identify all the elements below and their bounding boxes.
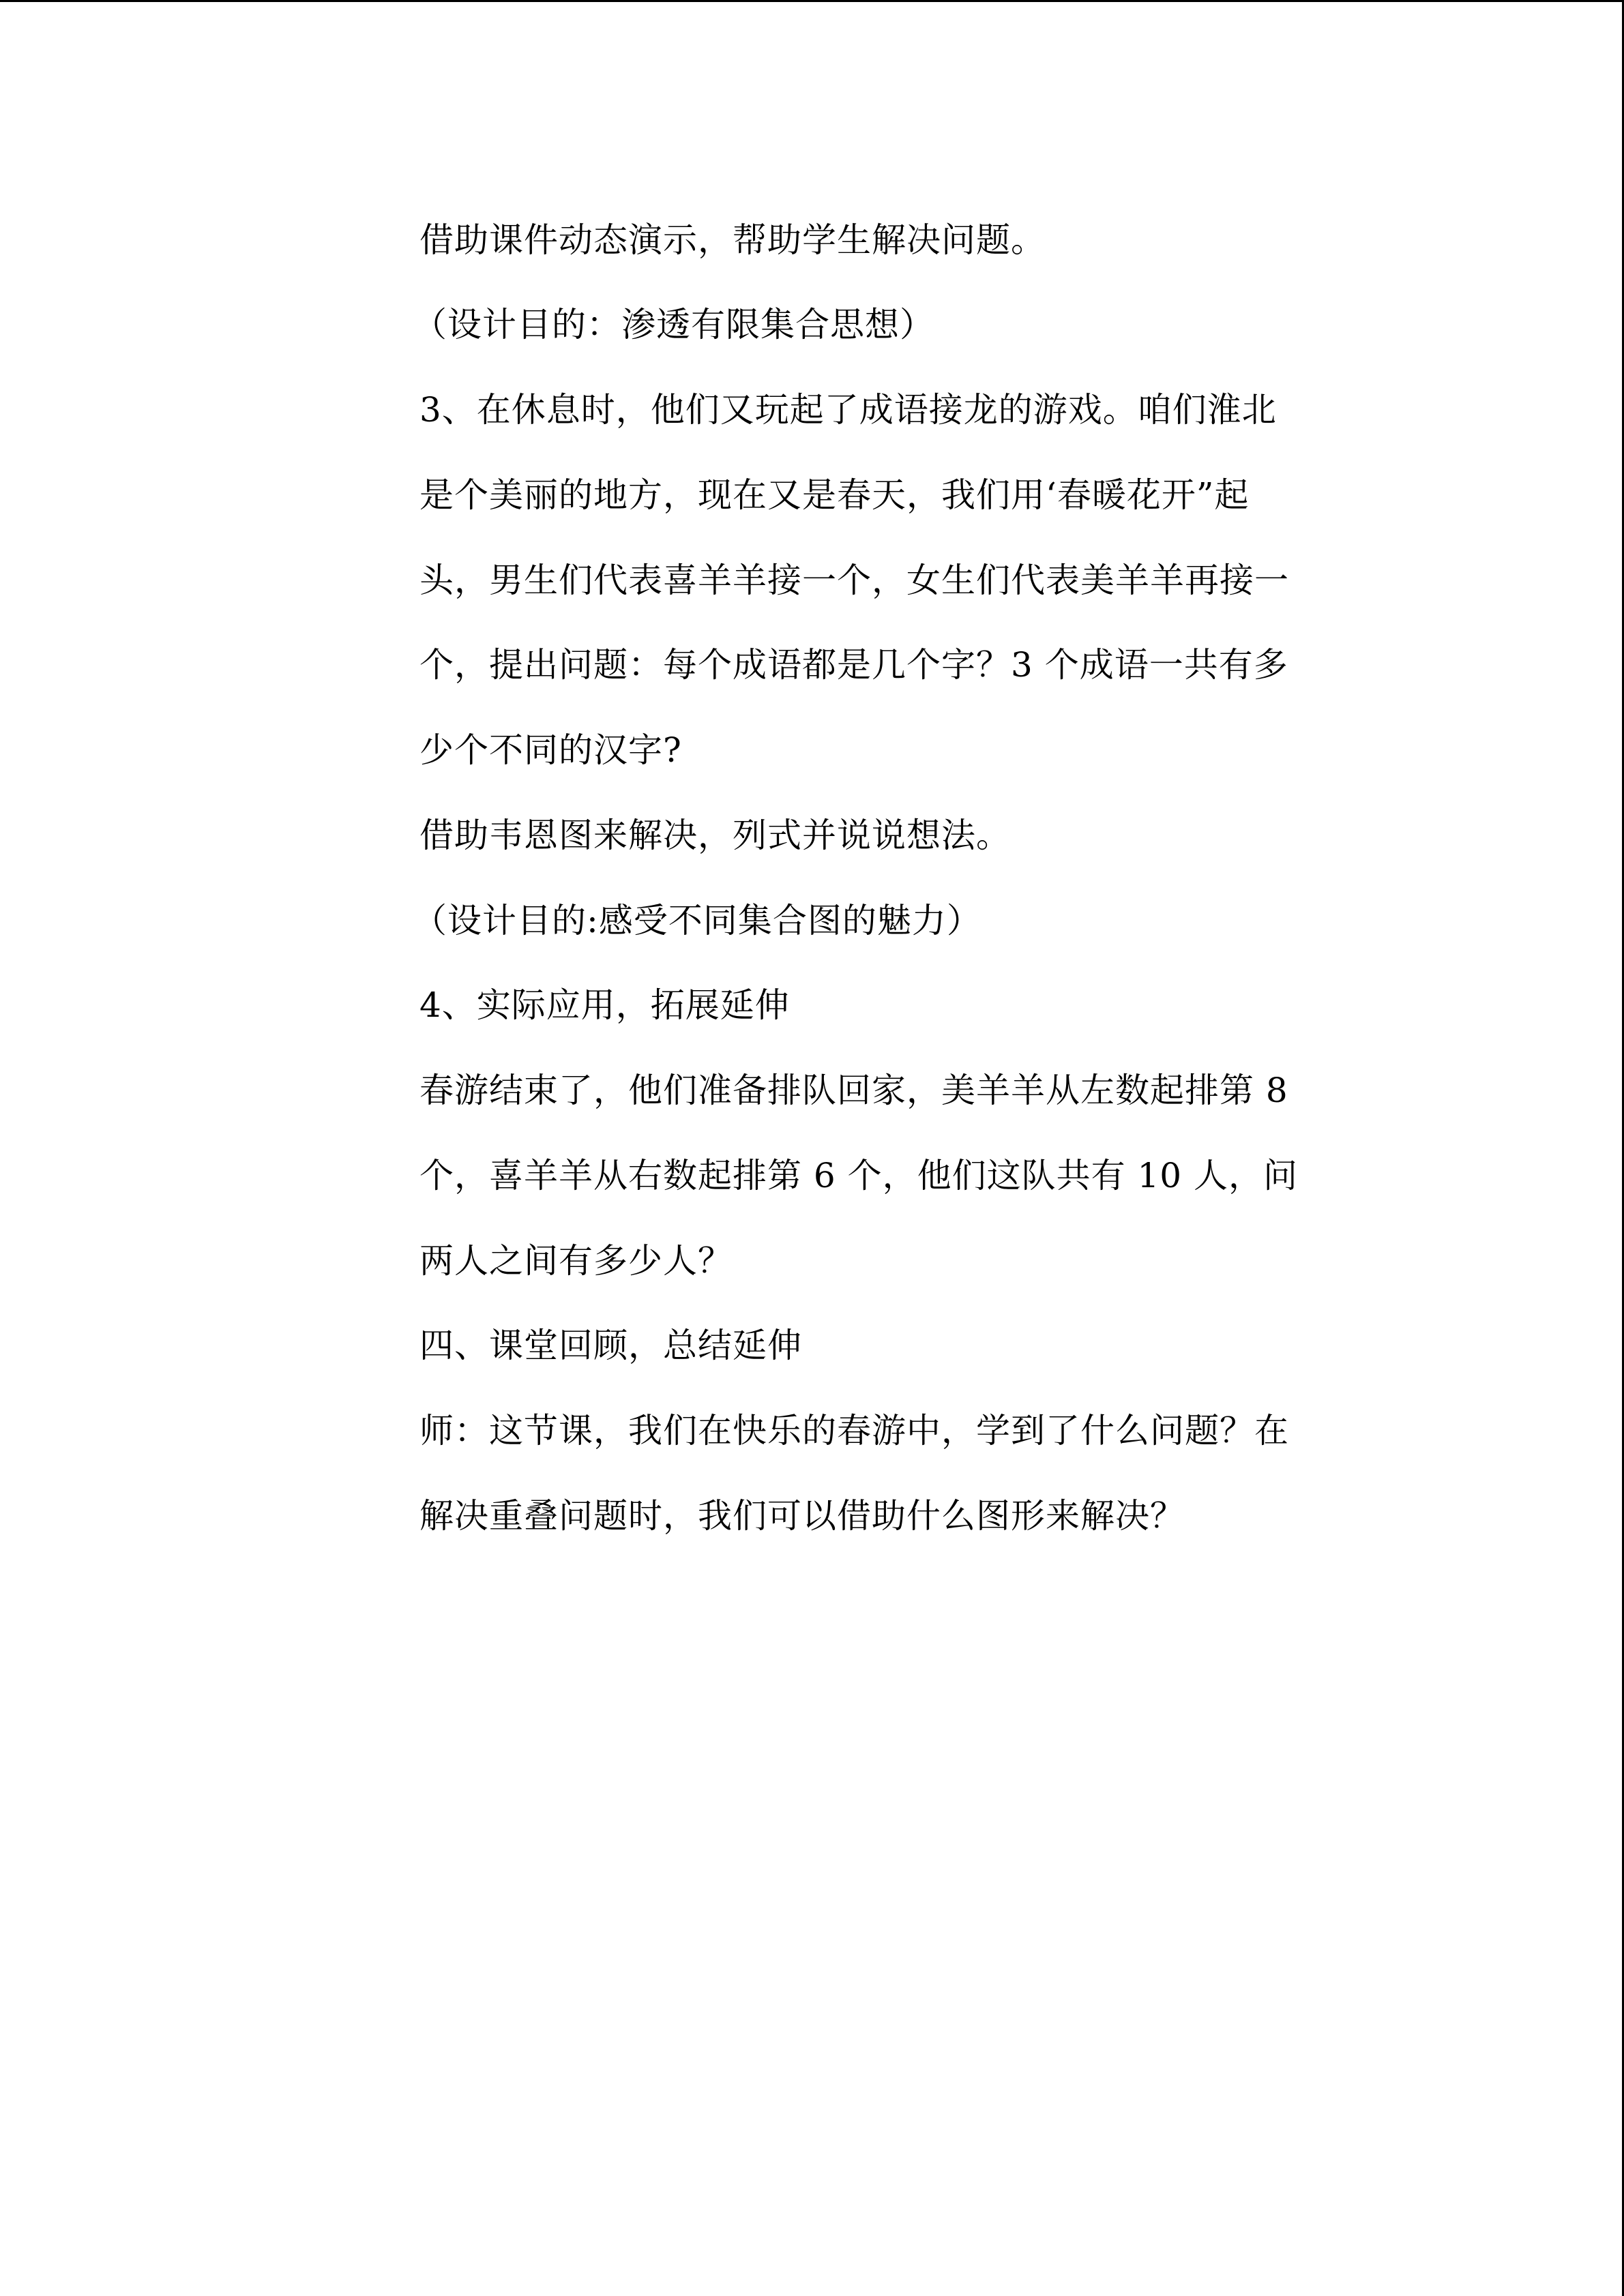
page-border-top bbox=[0, 0, 1624, 2]
paragraph-line: 个，提出问题：每个成语都是几个字？3 个成语一共有多 bbox=[419, 645, 1288, 685]
section-heading: 四、课堂回顾，总结延伸 bbox=[419, 1326, 802, 1365]
paragraph-line: 借助韦恩图来解决，列式并说说想法。 bbox=[419, 816, 1011, 855]
paragraph-line: 师：这节课，我们在快乐的春游中，学到了什么问题？在 bbox=[419, 1411, 1289, 1450]
paragraph-line: 两人之间有多少人？ bbox=[419, 1241, 733, 1281]
paragraph-line: 头，男生们代表喜羊羊接一个，女生们代表美羊羊再接一 bbox=[419, 561, 1289, 600]
section-heading: 4、实际应用，拓展延伸 bbox=[419, 985, 790, 1025]
paragraph-line: 春游结束了，他们准备排队回家，美羊羊从左数起排第 8 bbox=[419, 1071, 1288, 1110]
paragraph-line: 是个美丽的地方，现在又是春天，我们用‘春暖花开”起 bbox=[419, 475, 1250, 515]
design-purpose-note: （设计目的:感受不同集合图的魅力） bbox=[413, 901, 981, 940]
paragraph-line: 解决重叠问题时，我们可以借助什么图形来解决？ bbox=[419, 1496, 1185, 1536]
paragraph-line: 少个不同的汉字? bbox=[419, 730, 682, 770]
paragraph-line: 个，喜羊羊从右数起排第 6 个，他们这队共有 10 人，问 bbox=[419, 1156, 1299, 1195]
design-purpose-note: （设计目的：渗透有限集合思想） bbox=[413, 305, 934, 344]
paragraph-line: 借助课件动态演示，帮助学生解决问题。 bbox=[419, 220, 1046, 260]
paragraph-line: 3、在休息时，他们又玩起了成语接龙的游戏。咱们淮北 bbox=[419, 390, 1277, 430]
